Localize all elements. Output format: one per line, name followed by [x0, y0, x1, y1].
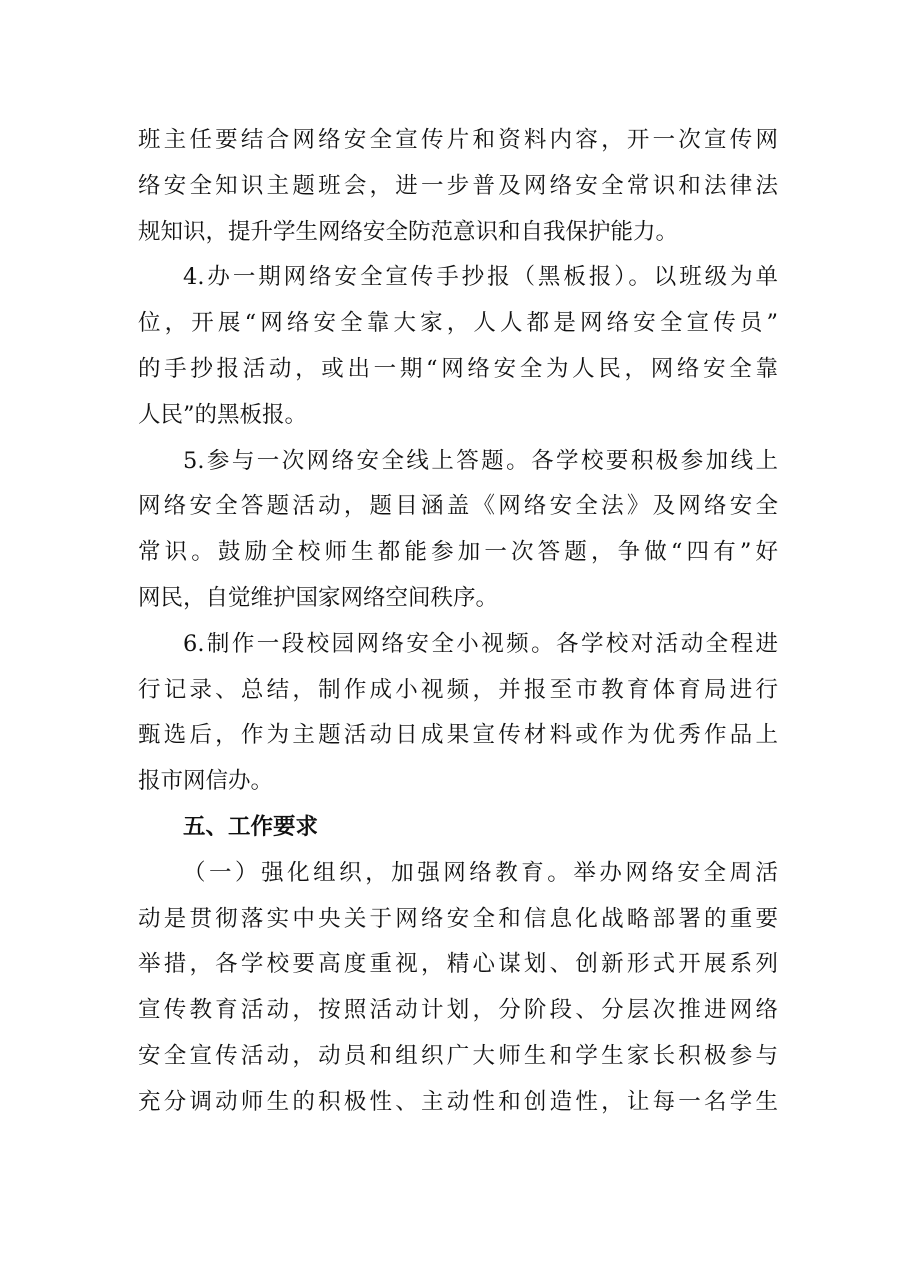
body-line: 报市网信办。: [138, 768, 274, 795]
body-line: 络安全知识主题班会，进一步普及网络安全常识和法律法: [138, 172, 778, 199]
body-line: 动是贯彻落实中央关于网络安全和信息化战略部署的重要: [138, 905, 778, 932]
body-line: 人民”的黑板报。: [138, 401, 308, 428]
body-line: 位，开展“网络安全靠大家，人人都是网络安全宣传员”: [138, 310, 778, 337]
document-body: [138, 118, 778, 1126]
body-line: 甄选后，作为主题活动日成果宣传材料或作为优秀作品上: [138, 722, 778, 749]
body-line: 网络安全答题活动，题目涵盖《网络安全法》及网络安全: [138, 493, 778, 520]
body-line: 网民，自觉维护国家网络空间秩序。: [138, 584, 499, 611]
body-line: 充分调动师生的积极性、主动性和创造性，让每一名学生: [138, 1088, 778, 1115]
body-line: 的手抄报活动，或出一期“网络安全为人民，网络安全靠: [138, 355, 778, 382]
body-line: 5.参与一次网络安全线上答题。各学校要积极参加线上: [183, 447, 778, 474]
body-line: 4.办一期网络安全宣传手抄报（黑板报）。以班级为单: [183, 264, 778, 291]
body-line: 行记录、总结，制作成小视频，并报至市教育体育局进行: [138, 676, 778, 703]
body-line: 举措，各学校要高度重视，精心谋划、创新形式开展系列: [138, 951, 778, 978]
body-line: 班主任要结合网络安全宣传片和资料内容，开一次宣传网: [138, 127, 778, 153]
body-line: （一）强化组织，加强网络教育。举办网络安全周活: [183, 859, 778, 886]
body-line: 宣传教育活动，按照活动计划，分阶段、分层次推进网络: [138, 997, 778, 1024]
body-line: 安全宣传活动，动员和组织广大师生和学生家长积极参与: [138, 1042, 778, 1069]
section-heading: 五、工作要求: [183, 813, 319, 840]
body-line: 常识。鼓励全校师生都能参加一次答题，争做“四有”好: [138, 539, 778, 566]
body-line: 6.制作一段校园网络安全小视频。各学校对活动全程进: [183, 630, 778, 657]
body-line: 规知识，提升学生网络安全防范意识和自我保护能力。: [138, 218, 679, 245]
